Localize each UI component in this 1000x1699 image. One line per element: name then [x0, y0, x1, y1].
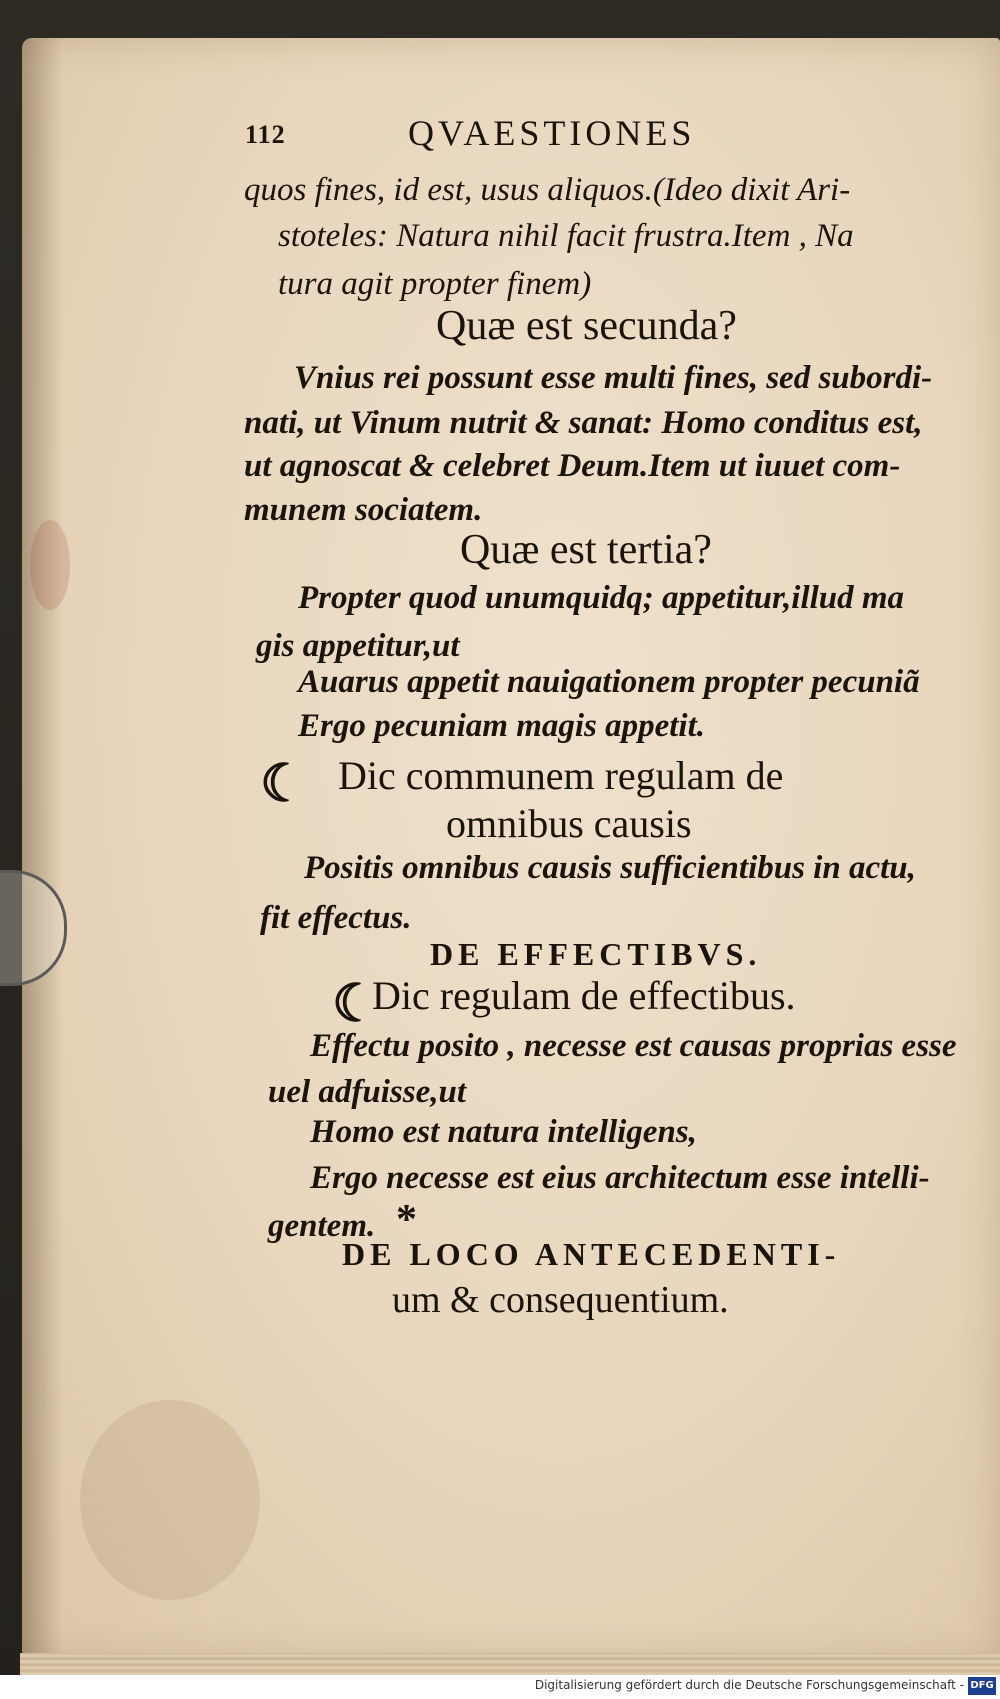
text-line: fit effectus.: [260, 900, 412, 936]
section-heading: DE LOCO ANTECEDENTI-: [342, 1236, 841, 1272]
text-line: gis appetitur,ut: [256, 628, 460, 664]
text-line: Homo est natura intelligens,: [310, 1114, 697, 1150]
text-line: tura agit propter finem): [278, 266, 592, 302]
text-line: nati, ut Vinum nutrit & sanat: Homo conditus est,: [244, 405, 923, 441]
text-line: gentem.: [268, 1208, 376, 1244]
dfg-logo: DFG: [968, 1677, 996, 1695]
question-heading: Quæ est tertia?: [460, 527, 712, 573]
footer-bar: [0, 1675, 1000, 1699]
text-line: munem sociatem.: [244, 492, 483, 528]
text-line: Effectu posito , necesse est causas proprias esse: [310, 1028, 957, 1064]
running-title: QVAESTIONES: [408, 113, 696, 153]
spine-shadow: [22, 38, 62, 1663]
rubric-heading: Dic communem regulam de: [338, 753, 784, 798]
footer-credit: Digitalisierung gefördert durch die Deutsche Forschungsgemeinschaft -: [534, 1678, 964, 1692]
page-number: 112: [245, 120, 286, 149]
text-line: Vnius rei possunt esse multi fines, sed subordi-: [294, 360, 933, 396]
stain: [30, 520, 70, 610]
text-line: uel adfuisse,ut: [268, 1074, 467, 1110]
text-line: Ergo necesse est eius architectum esse intelli-: [310, 1160, 930, 1196]
text-line: ut agnoscat & celebret Deum.Item ut iuuet com-: [244, 448, 901, 484]
rubric-heading: omnibus causis: [446, 801, 692, 846]
pilcrow-mark: ☾: [332, 976, 379, 1033]
section-heading: um & consequentium.: [392, 1279, 729, 1321]
text-line: Positis omnibus causis sufficientibus in actu,: [304, 850, 916, 886]
text-line: Auarus appetit nauigationem propter pecuniã: [298, 664, 920, 700]
text-line: quos fines, id est, usus aliquos.(Ideo dixit Ari-: [244, 172, 851, 208]
stain: [80, 1400, 260, 1600]
rubric-heading: Dic regulam de effectibus.: [372, 973, 796, 1018]
question-heading: Quæ est secunda?: [436, 303, 737, 349]
section-heading: DE EFFECTIBVS.: [430, 936, 762, 972]
asterisk-mark: *: [396, 1197, 417, 1243]
text-line: Propter quod unumquidq; appetitur,illud ma: [298, 580, 905, 616]
text-line: Ergo pecuniam magis appetit.: [298, 708, 706, 744]
pilcrow-mark: ☾: [260, 756, 307, 813]
text-line: stoteles: Natura nihil facit frustra.Item , Na: [278, 218, 854, 254]
